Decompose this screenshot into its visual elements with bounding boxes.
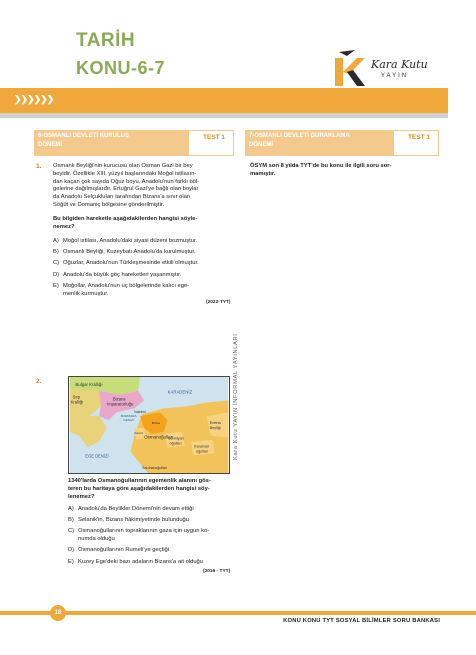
option-c[interactable] bbox=[53, 260, 235, 268]
map-label-karaman: Karaman bbox=[194, 444, 210, 449]
option-c[interactable] bbox=[68, 528, 238, 544]
map-label-karesi: Karesi bbox=[134, 430, 144, 435]
options-list bbox=[53, 238, 235, 302]
section-label-line2: DÖNEMİ bbox=[249, 142, 273, 148]
prompt-line: Bu bilgiden hareketle aşağıdakilerden hangisi söyle- bbox=[53, 216, 198, 222]
section-header-duraklama bbox=[245, 130, 439, 156]
option-text: Kuzey Ege'deki bazı adaların Bizans'a ait olduğu bbox=[78, 558, 203, 565]
section2-note bbox=[250, 163, 440, 179]
map-label-sirp-2: Krallığı bbox=[70, 399, 84, 405]
option-text: Moğol istilası, Anadolu'daki siyasi düzeni bozmuştur. bbox=[63, 238, 198, 244]
question-source: (2016 - TYT) bbox=[203, 569, 231, 574]
logo-tagline: YAYIN bbox=[381, 73, 409, 79]
option-text: Anadolu'da büyük göç hareketleri yaşanmıştır. bbox=[63, 271, 182, 278]
option-key: A) bbox=[53, 238, 59, 244]
option-e[interactable] bbox=[68, 559, 238, 567]
prompt-line: 1340'larda Osmanoğullarının egemenlik alanını gös- bbox=[68, 478, 211, 484]
prompt-line: lenemez? bbox=[68, 493, 95, 500]
subject-title: TARİH bbox=[76, 30, 136, 51]
option-text: Moğollar, Anadolu'nun uç bölgelerinde kalıcı ege- bbox=[63, 282, 190, 289]
section-label bbox=[38, 132, 129, 150]
prompt-line: nemez? bbox=[53, 223, 75, 230]
stem-line: gelerine dağılmışlardır. Ertuğrul Gazi'ye bağlı olan boylar bbox=[53, 186, 199, 193]
stem-line: da Anadolu Selçukluları tarafından Bizans'a sınır olan bbox=[53, 194, 191, 201]
option-text-cont: numda olduğu bbox=[78, 536, 115, 543]
option-a[interactable] bbox=[68, 506, 238, 514]
logo-name: Kara Kutu bbox=[371, 58, 428, 71]
question-stem bbox=[53, 163, 235, 210]
test-tab: TEST 1 bbox=[393, 130, 439, 156]
option-a[interactable] bbox=[53, 238, 235, 246]
map-label-bizans: Bizans bbox=[112, 396, 126, 402]
map-label-marmara-2: DENİZİ bbox=[123, 418, 134, 423]
book-title: KONU KONU TYT SOSYAL BİLİMLER SORU BANKASI bbox=[283, 618, 440, 624]
map-label-marmara: MARMARA bbox=[120, 414, 137, 419]
map-label-istanbul: İstanbul bbox=[134, 410, 146, 415]
options-list bbox=[68, 506, 238, 570]
option-key: B) bbox=[68, 517, 74, 524]
unit-title: KONU-6-7 bbox=[76, 58, 166, 78]
option-b[interactable] bbox=[68, 517, 238, 525]
vertical-text: Kara Kutu YAYIN İNFORMAL YAYINLARI bbox=[233, 333, 239, 460]
option-text: Osmanoğullarının topraklarının gaza için uygun ko- bbox=[78, 528, 210, 535]
question-number: 2. bbox=[36, 378, 42, 385]
option-text: Osmanoğullarının Rumeli'ye geçtiği bbox=[78, 547, 170, 554]
option-key: B) bbox=[53, 249, 59, 256]
test-tab: TEST 1 bbox=[188, 130, 234, 156]
footer-bar bbox=[0, 611, 476, 615]
option-key: D) bbox=[53, 271, 60, 278]
logo-k-icon bbox=[333, 50, 367, 88]
chevron-arrows-icon: ❯❯❯❯❯❯ bbox=[14, 94, 54, 104]
option-key: C) bbox=[53, 260, 60, 267]
section-header-kurulus bbox=[34, 130, 234, 156]
option-text: Anadolu'da Beylikler Dönemi'nin devam ettiği bbox=[78, 506, 194, 512]
stem-line: Söğüt ve Domaniç bölgesine gönderilmiştir. bbox=[53, 201, 165, 208]
note-line: mamıştır. bbox=[250, 170, 276, 177]
note-line: ÖSYM son 8 yılda TYT'de bu konu ile ilgili soru sor- bbox=[250, 163, 392, 169]
option-key: D) bbox=[68, 547, 75, 554]
map-label-bizans-2: İmparatorluğu bbox=[106, 401, 134, 407]
section-label-line2: DÖNEMİ bbox=[38, 142, 62, 148]
stem-line: Osmanlı Beyliği'nin kurucusu olan Osman Gazi bir bey bbox=[53, 163, 193, 169]
map-label-karaman-2: oğulları bbox=[196, 449, 209, 454]
map-label-eretna: Eretna bbox=[209, 421, 221, 426]
map-label-karadeniz: KARADENİZ bbox=[167, 389, 193, 395]
map-label-bulgar: Bulgar Krallığı bbox=[75, 381, 103, 387]
question-prompt bbox=[68, 478, 238, 501]
option-key: A) bbox=[68, 506, 74, 512]
publisher-logo bbox=[333, 50, 433, 88]
option-text: Osmanlı Beyliği, Kuzeybatı Anadolu'da kurulmuştur. bbox=[63, 249, 196, 256]
option-key: E) bbox=[68, 558, 74, 565]
question-source: (2022-TYT) bbox=[206, 300, 231, 305]
header-band bbox=[0, 88, 448, 113]
option-d[interactable] bbox=[53, 272, 235, 280]
historical-map bbox=[68, 376, 230, 474]
map-label-ege: EGE DENİZİ bbox=[85, 453, 109, 459]
prompt-line: teren bu haritaya göre aşağıdakilerden hangisi söy- bbox=[68, 485, 210, 492]
option-d[interactable] bbox=[68, 547, 238, 555]
section-label-line1: 6-OSMANLI DEVLETİ KURULUŞ bbox=[38, 133, 130, 139]
header-shadow-band bbox=[0, 113, 448, 118]
stem-line: dan kaçan çok sayıda Oğuz boyu, Anadolu'nun farklı böl- bbox=[53, 178, 200, 185]
map-label-germiyan-2: oğulları bbox=[169, 441, 182, 446]
map-label-bursa: Bursa bbox=[151, 421, 161, 426]
option-e[interactable] bbox=[53, 283, 235, 299]
section-label-line1: 7-OSMANLI DEVLETİ DURAKLAMA bbox=[249, 133, 350, 139]
option-text-cont: menlik kurmuştur. bbox=[63, 290, 109, 297]
question-number: 1. bbox=[36, 163, 42, 170]
option-text: Selanik'in, Bizans hâkimiyetinde bulunduğu bbox=[78, 517, 189, 524]
option-text: Oğuzlar, Anadolu'nun Türkleşmesinde etkili olmuştur. bbox=[63, 260, 199, 267]
question-prompt bbox=[53, 216, 235, 232]
stem-line: beyidir. Özellikle XIII. yüzyıl başlarındaki Moğol istilasın- bbox=[53, 170, 197, 177]
map-label-germiyan: Germiyan bbox=[167, 436, 184, 441]
map-label-saruhan: Saruhanoğulları bbox=[142, 466, 167, 471]
map-label-sirp: Sırp bbox=[72, 394, 81, 400]
option-key: C) bbox=[68, 528, 75, 535]
option-key: E) bbox=[53, 282, 59, 289]
page-number: 18 bbox=[50, 605, 66, 621]
option-b[interactable] bbox=[53, 249, 235, 257]
section-label bbox=[249, 132, 350, 150]
map-label-osmanogullari: Osmanoğulları bbox=[144, 434, 174, 440]
map-label-eretna-2: Beyliği bbox=[209, 425, 221, 430]
